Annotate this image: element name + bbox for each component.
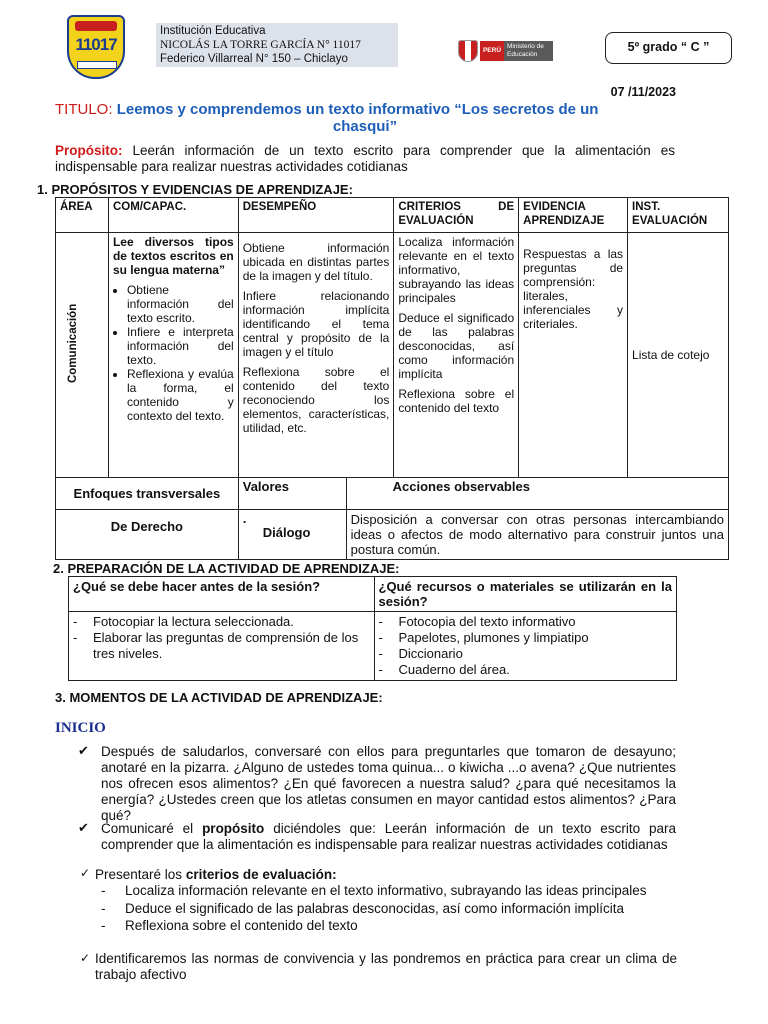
title-text-end: chasqui” <box>332 118 398 135</box>
resource-item: Cuaderno del área. <box>398 662 510 677</box>
criteria-list-item: - <box>101 918 106 933</box>
purpose <box>55 143 675 175</box>
evidence-cell: Respuestas a las preguntas de comprensión: literales, inferenciales y criteriales. <box>519 233 628 478</box>
item2-bold: propósito <box>202 821 265 836</box>
performance-item: Infiere relacionando información implícita identificando el tema central y propósito de la imagen y el título <box>242 289 390 359</box>
check-icon: ✔ <box>78 820 89 835</box>
action-cell: Disposición a conversar con otras personas intercambiando ideas o afectos de modo alternativo para construir juntos una postura común. <box>346 510 728 560</box>
ministry-label: Ministerio de Educación <box>504 41 553 61</box>
actions-label: Acciones observables <box>346 478 728 510</box>
capacity-item: • Obtiene información del texto escrito. <box>127 283 234 325</box>
instrument-cell: Lista de cotejo <box>628 233 729 478</box>
page-title <box>55 101 675 135</box>
preparation-header-resources: ¿Qué recursos o materiales se utilizarán en la sesión? <box>374 577 677 612</box>
session-date: 07 /11/2023 <box>610 85 676 99</box>
value-cell <box>238 510 346 560</box>
resource-item: Fotocopia del texto informativo <box>398 614 576 629</box>
performance-cell <box>238 233 394 478</box>
grade-box: 5º grado “ C ” <box>605 32 732 64</box>
ministry-logo <box>458 40 553 64</box>
title-text: Leemos y comprendemos un texto informativo “Los secretos de un <box>116 101 599 118</box>
peru-label: PERÚ <box>480 41 504 61</box>
criteria-cell <box>394 233 519 478</box>
capacity-item: • Reflexiona y evalúa la forma, el contenido y contexto del texto. <box>127 367 234 423</box>
institution-line2: NICOLÁS LA TORRE GARCÍA N° 11017 <box>160 39 361 51</box>
value-text: Diálogo <box>262 525 311 540</box>
criteria-list-text: Reflexiona sobre el contenido del texto <box>125 918 358 933</box>
section2-heading: 2. PREPARACIÓN DE LA ACTIVIDAD DE APRENDIZAJE: <box>53 561 400 576</box>
area-label: Comunicación <box>67 303 79 383</box>
activity-item-4 <box>95 951 677 983</box>
item3-pre: Presentaré los <box>95 867 183 882</box>
item4-text: Identificaremos las normas de convivencia y las pondremos en práctica para crear un clima de trabajo afectivo <box>95 951 677 982</box>
transversal-label: Enfoques transversales <box>56 478 239 510</box>
title-label: TITULO: <box>55 101 113 118</box>
item2-pre: Comunicaré el <box>101 821 194 836</box>
coat-of-arms-icon <box>458 40 478 62</box>
competence-text: Lee diversos tipos de textos escritos en su lengua materna” <box>112 235 234 277</box>
institution-line3: Federico Villarreal N° 150 – Chiclayo <box>160 53 348 65</box>
item2-post: diciéndoles que: Leerán información de un texto escrito para comprender que la alimentación es indispensable para realizar nuestras actividades cotidianas <box>101 821 676 852</box>
activity-item-1: Después de saludarlos, conversaré con ellos para preguntarles que tomaron de desayuno; anotaré en la pizarra. ¿Alguno de ustedes toma quinua... o kiwicha ...o avena? ¿Que nutrientes nos ofrecen esos alimentos? ¿En qué favorecen a nuestra salud? ¿para qué necesitamos la energía? ¿Ustedes creen que los atletas consumen en mayor cantidad estos alimentos? ¿Para qué? <box>101 744 676 823</box>
section1-heading: 1. PROPÓSITOS Y EVIDENCIAS DE APRENDIZAJE: <box>37 182 353 197</box>
value-dot: . <box>242 511 247 526</box>
header-performance: DESEMPEÑO <box>238 198 394 233</box>
before-item: Fotocopiar la lectura seleccionada. <box>93 614 294 629</box>
header-instrument: INST. EVALUACIÓN <box>628 198 729 233</box>
logo-number: 11017 <box>75 35 117 54</box>
preparation-table <box>68 576 677 681</box>
purpose-label: Propósito: <box>55 143 123 158</box>
criteria-item: Deduce el significado de las palabras desconocidas, así como información implícita <box>398 311 515 381</box>
item3-bold: criterios de evaluación: <box>185 867 337 882</box>
purposes-table <box>55 197 729 478</box>
criteria-list-item: - <box>101 883 106 898</box>
approach-cell: De Derecho <box>56 510 239 560</box>
criteria-list-item: - <box>101 901 106 916</box>
performance-item: Reflexiona sobre el contenido del texto reconociendo los elementos, características, utilidad, etc. <box>242 365 390 435</box>
activity-item-3 <box>95 867 675 883</box>
section3-heading: 3. MOMENTOS DE LA ACTIVIDAD DE APRENDIZAJE: <box>55 690 383 705</box>
resource-item: Diccionario <box>398 646 463 661</box>
capacity-item: • Infiere e interpreta información del texto. <box>127 325 234 367</box>
competence-cell <box>108 233 238 478</box>
check-icon: ✓ <box>80 866 91 880</box>
transversal-table <box>55 477 729 560</box>
resource-item: Papelotes, plumones y limpiatipo <box>398 630 589 645</box>
criteria-list-text: Deduce el significado de las palabras desconocidas, así como información implícita <box>125 901 625 916</box>
criteria-list-text: Localiza información relevante en el texto informativo, subrayando las ideas principales <box>125 883 647 898</box>
header-competence: COM/CAPAC. <box>108 198 238 233</box>
check-icon: ✓ <box>80 951 91 965</box>
header-evidence: EVIDENCIA APRENDIZAJE <box>519 198 628 233</box>
check-icon: ✔ <box>78 743 89 758</box>
purpose-text: Leerán información de un texto escrito para comprender que la alimentación es indispensable para realizar nuestras actividades cotidianas <box>55 143 675 174</box>
performance-item: Obtiene información ubicada en distintas partes de la imagen y del título. <box>242 241 390 283</box>
before-list: - Fotocopiar la lectura seleccionada. - Elaborar las preguntas de comprensión de los tres niveles. <box>69 612 375 681</box>
preparation-header-before: ¿Qué se debe hacer antes de la sesión? <box>69 577 375 612</box>
criteria-item: Reflexiona sobre el contenido del texto <box>398 387 515 415</box>
criteria-item: Localiza información relevante en el texto informativo, subrayando las ideas principales <box>398 235 515 305</box>
resources-list: - Fotocopia del texto informativo - Papelotes, plumones y limpiatipo - Diccionario - Cuaderno del área. <box>374 612 677 681</box>
institution-box <box>156 23 398 67</box>
school-logo <box>67 15 125 79</box>
institution-line1: Institución Educativa <box>160 25 266 37</box>
before-item: Elaborar las preguntas de comprensión de los tres niveles. <box>93 630 359 661</box>
activity-item-2 <box>101 821 676 853</box>
header-criteria: CRITERIOS DE EVALUACIÓN <box>394 198 519 233</box>
inicio-heading: INICIO <box>55 720 106 736</box>
area-cell <box>56 233 109 478</box>
values-label: Valores <box>238 478 346 510</box>
header-area: ÁREA <box>56 198 109 233</box>
